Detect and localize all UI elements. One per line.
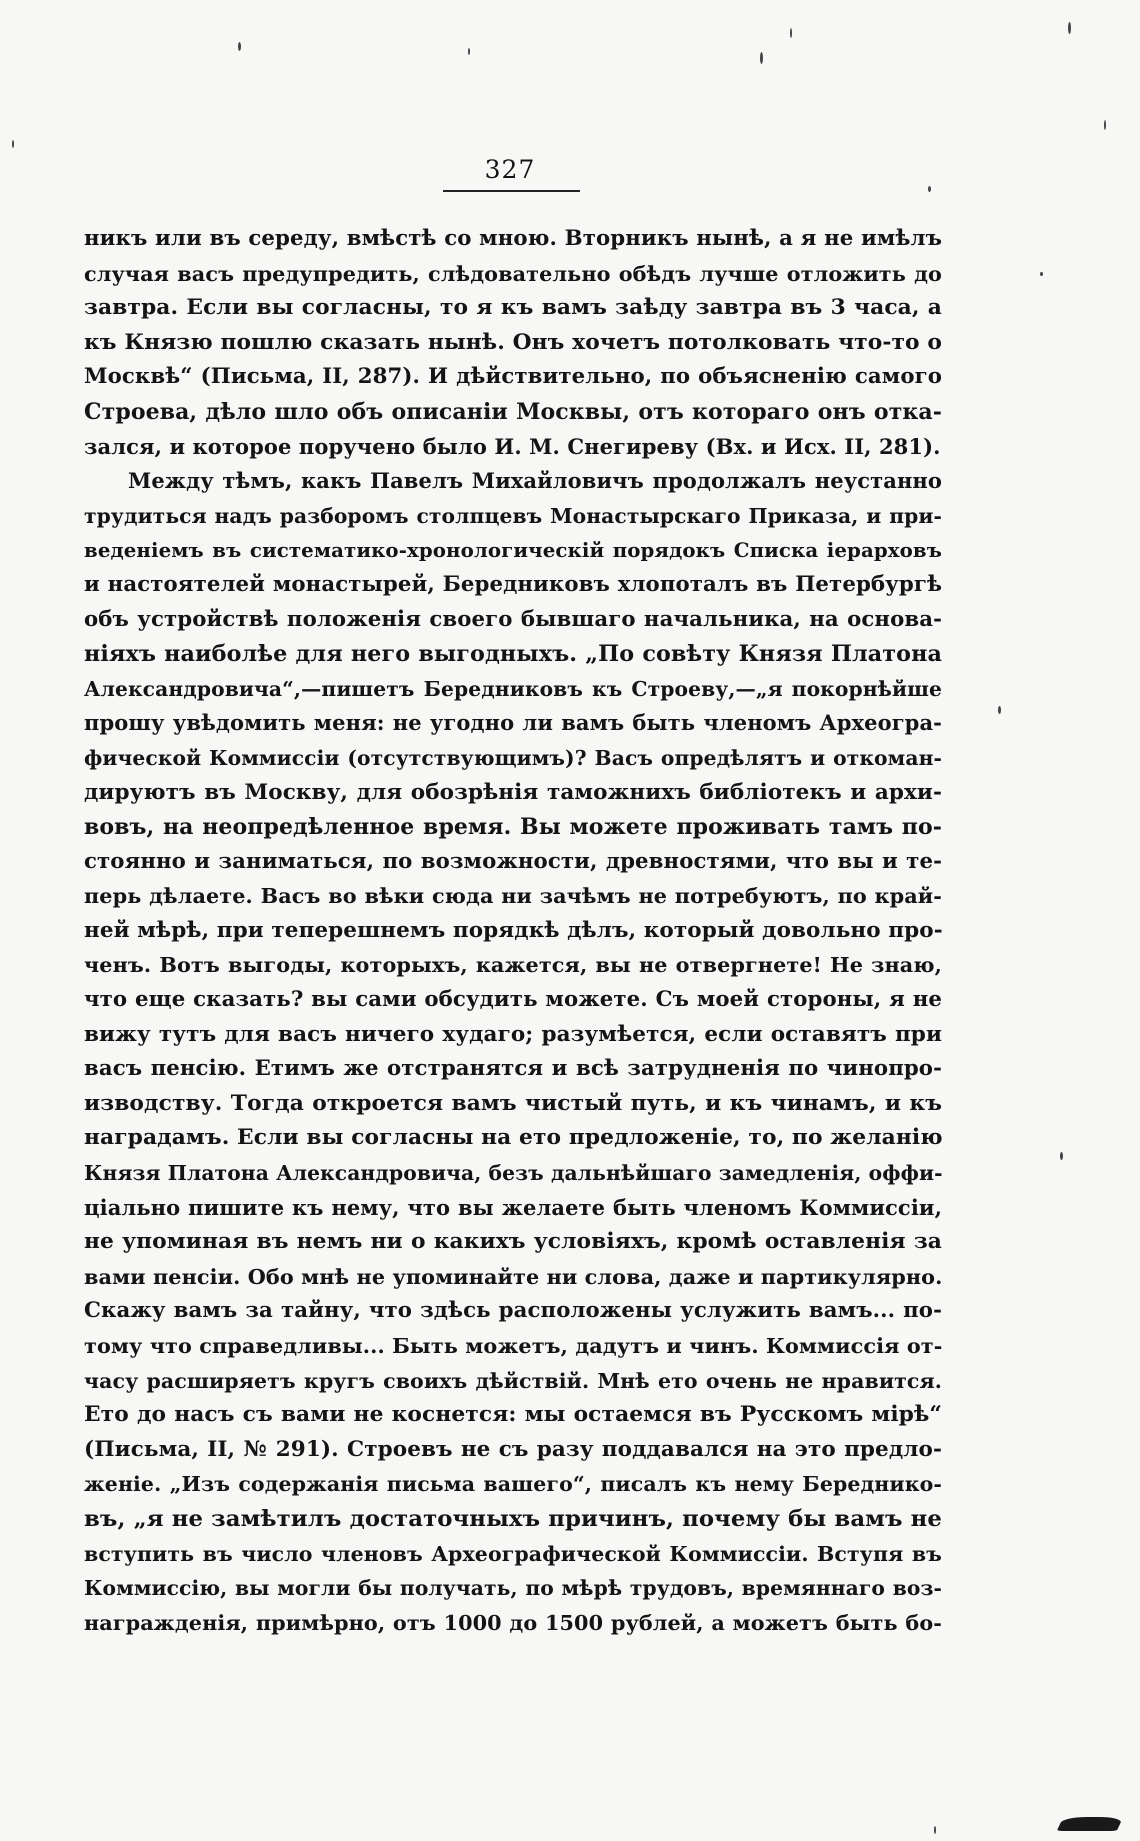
scan-speck <box>760 52 763 64</box>
text-line-3: завтра. Если вы согласны, то я къ вамъ заѣду завтра въ 3 часа, а <box>84 295 942 321</box>
text-line-24: вижу тутъ для васъ ничего худаго; разумѣется, если оставятъ при <box>84 1021 942 1047</box>
text-line-17: дируютъ въ Москву, для обозрѣнія таможнихъ библіотекъ и архи- <box>84 779 942 805</box>
text-line-7: зался, и которое поручено было И. М. Снегиреву (Вх. и Исх. II, 281). <box>84 433 941 459</box>
scan-speck <box>790 28 792 38</box>
text-line-13: ніяхъ наиболѣе для него выгодныхъ. „По совѣту Князя Платона <box>84 641 942 668</box>
text-line-22: ченъ. Вотъ выгоды, которыхъ, кажется, вы не отвергнете! Не знаю, <box>84 953 942 978</box>
text-line-6: Строева, дѣло шло объ описаніи Москвы, отъ котораго онъ отка- <box>84 398 942 425</box>
text-line-9: трудиться надъ разборомъ столпцевъ Монастырскаго Приказа, и при- <box>84 503 942 528</box>
text-line-36: (Письма, II, № 291). Строевъ не съ разу поддавался на это предло- <box>84 1436 942 1462</box>
scan-speck <box>12 140 14 148</box>
scan-speck <box>1060 1152 1063 1160</box>
text-line-20: перь дѣлаете. Васъ во вѣки сюда ни зачѣмъ не потребуютъ, по край- <box>84 884 942 909</box>
text-line-32: Скажу вамъ за тайну, что здѣсь расположены услужить вамъ... по- <box>84 1298 942 1324</box>
scan-speck <box>1104 120 1106 130</box>
text-line-23: что еще сказать? вы сами обсудить можете. Съ моей стороны, я не <box>84 987 942 1013</box>
text-line-1: никъ или въ середу, вмѣстѣ со мною. Вторникъ нынѣ, а я не имѣлъ <box>84 226 942 251</box>
text-line-28: Князя Платона Александровича, безъ дальнѣйшаго замедленія, оффи- <box>84 1161 943 1186</box>
text-line-41: награжденія, примѣрно, отъ 1000 до 1500 рублей, а можетъ быть бо- <box>84 1610 942 1635</box>
text-line-29: ціально пишите къ нему, что вы желаете быть членомъ Коммиссіи, <box>84 1194 942 1220</box>
text-line-38: въ, „я не замѣтилъ достаточныхъ причинъ, почему бы вамъ не <box>84 1505 942 1532</box>
text-line-8: Между тѣмъ, какъ Павелъ Михайловичъ продолжалъ неустанно <box>128 468 942 494</box>
text-line-21: ней мѣрѣ, при теперешнемъ порядкѣ дѣлъ, который довольно про- <box>84 917 943 943</box>
scan-speck <box>1040 272 1043 276</box>
scan-speck <box>934 1826 936 1834</box>
text-line-10: веденіемъ въ систематико-хронологическій порядокъ Списка іерарховъ <box>84 538 942 563</box>
text-line-2: случая васъ предупредить, слѣдовательно обѣдъ лучше отложить до <box>84 261 942 286</box>
text-line-18: вовъ, на неопредѣленное время. Вы можете проживать тамъ по- <box>84 814 942 841</box>
text-line-16: фической Коммиссіи (отсутствующимъ)? Васъ опредѣлятъ и откоман- <box>84 745 942 770</box>
text-line-14: Александровича“,—пишетъ Бередниковъ къ Строеву,—„я покорнѣйше <box>84 676 942 701</box>
text-line-35: Ето до насъ съ вами не коснется: мы остаемся въ Русскомъ мірѣ“ <box>84 1402 942 1428</box>
text-line-11: и настоятелей монастырей, Бередниковъ хлопоталъ въ Петербургѣ <box>84 571 942 597</box>
text-line-40: Коммиссію, вы могли бы получать, по мѣрѣ трудовъ, времяннаго воз- <box>84 1576 942 1601</box>
text-line-4: къ Князю пошлю сказать нынѣ. Онъ хочетъ потолковать что-то о <box>84 329 942 355</box>
scan-speck <box>998 706 1001 714</box>
page-number: 327 <box>484 155 536 184</box>
text-line-26: изводству. Тогда откроется вамъ чистый путь, и къ чинамъ, и къ <box>84 1090 942 1116</box>
text-line-31: вами пенсіи. Обо мнѣ не упоминайте ни слова, даже и партикулярно. <box>84 1264 943 1289</box>
text-line-19: стоянно и заниматься, по возможности, древностями, что вы и те- <box>84 848 942 874</box>
body-text <box>84 222 942 1640</box>
text-line-33: тому что справедливы... Быть можетъ, дадутъ и чинъ. Коммиссія от- <box>84 1334 943 1358</box>
text-line-27: наградамъ. Если вы согласны на ето предложеніе, то, по желанію <box>84 1125 943 1151</box>
scan-speck <box>1068 22 1071 34</box>
scan-smudge <box>1057 1817 1124 1831</box>
text-line-34: часу расширяетъ кругъ своихъ дѣйствій. Мнѣ ето очень не нравится. <box>84 1368 942 1393</box>
text-line-5: Москвѣ“ (Письма, II, 287). И дѣйствительно, по объясненію самого <box>84 364 942 390</box>
scan-speck <box>928 186 931 192</box>
scan-speck <box>468 48 470 55</box>
text-line-12: объ устройствѣ положенія своего бывшаго начальника, на основа- <box>84 606 942 632</box>
text-line-37: женіе. „Изъ содержанія письма вашего“, писалъ къ нему Береднико- <box>84 1472 942 1497</box>
text-line-39: вступить въ число членовъ Археографической Коммиссіи. Вступя въ <box>84 1541 942 1566</box>
page-number-rule <box>443 190 580 192</box>
text-line-25: васъ пенсію. Етимъ же отстранятся и всѣ затрудненія по чинопро- <box>84 1056 942 1082</box>
text-line-30: не упоминая въ немъ ни о какихъ условіяхъ, кромѣ оставленія за <box>84 1229 942 1255</box>
scan-speck <box>238 42 241 51</box>
text-line-15: прошу увѣдомить меня: не угодно ли вамъ быть членомъ Археогра- <box>84 710 942 736</box>
